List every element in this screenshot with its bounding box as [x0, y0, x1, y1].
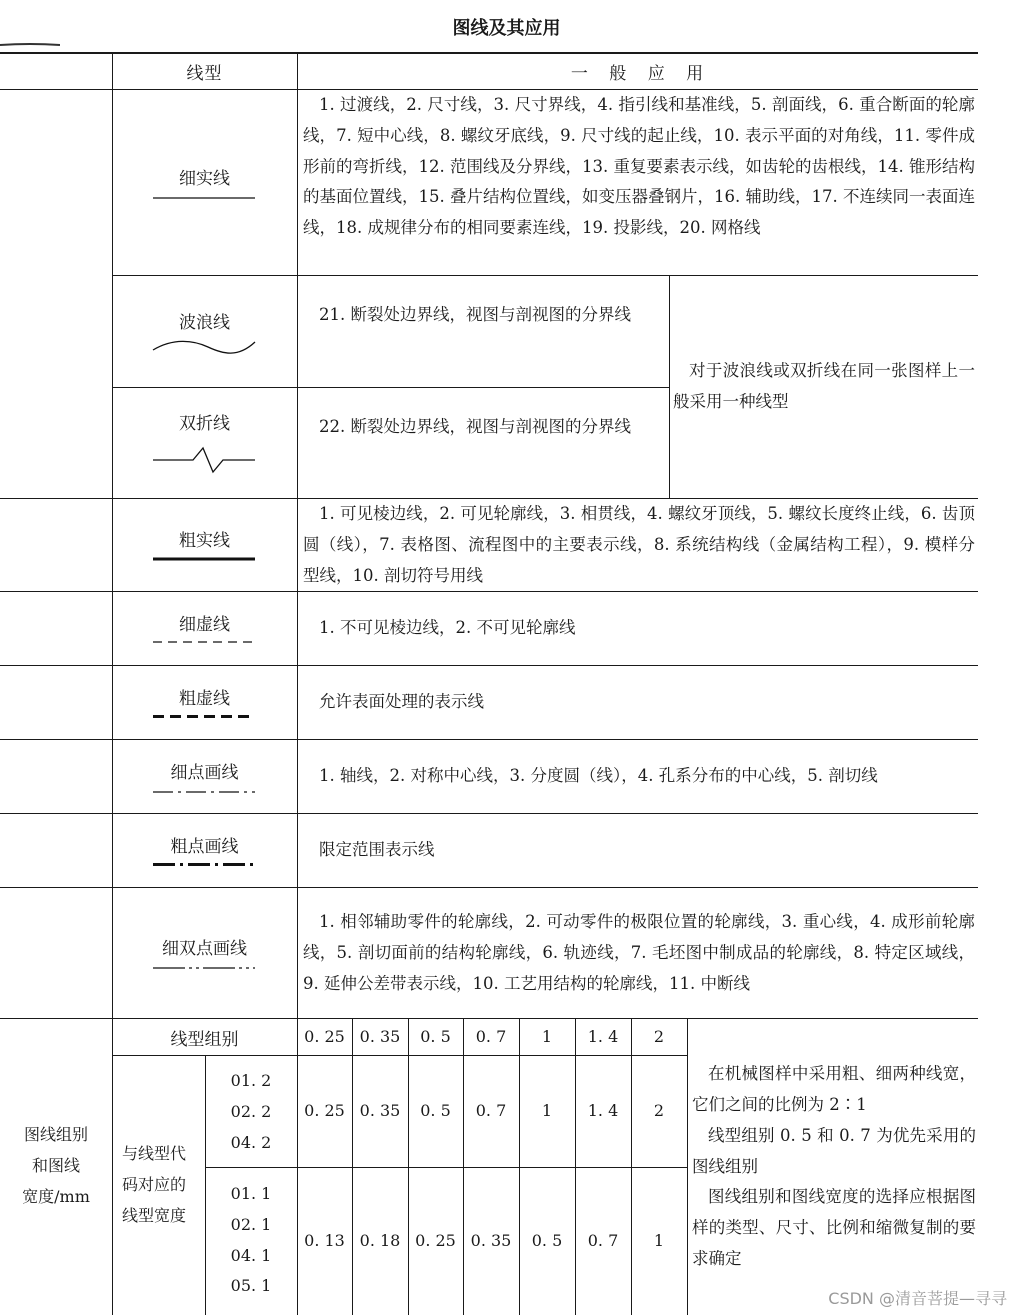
group-cell: 1. 4 [587, 1027, 619, 1046]
wavy-line-sample [153, 338, 255, 358]
line-group-header: 线型组别 [170, 1029, 239, 1050]
width-note-preferred: 线型组别 0. 5 和 0. 7 为优先采用的图线组别 [692, 1126, 976, 1176]
line-name-zigzag: 双折线 [179, 414, 230, 434]
wavy-zigzag-note: 对于波浪线或双折线在同一张图样上一般采用一种线型 [673, 361, 975, 411]
thin-dot-dash-line-sample [153, 790, 255, 794]
scan-mark [0, 43, 60, 47]
thin-dot-dash-usage: 1. 轴线，2. 对称中心线，3. 分度圆（线），4. 孔系分布的中心线，5. 剖切线 [319, 766, 878, 785]
thin-solid-usage: 1. 过渡线，2. 尺寸线，3. 尺寸界线，4. 指引线和基准线，5. 剖面线，6. 重合断面的轮廓线，7. 短中心线，8. 螺纹牙底线，9. 尺寸线的起止线，10. 表示平面的对角线，11. 零件成形前的弯折线，12. 范围线及分界线，13. 重复要素表示线，如齿轮的齿根线，14. 锥形结构的基面位置线，15. 叠片结构位置线，如变压器叠钢片，16. 辅助线，17. 不连续同一表面连线，18. 成规律分布的相同要素连线，19. 投影线，20. 网格线 [303, 95, 975, 238]
thick-solid-usage: 1. 可见棱边线，2. 可见轮廓线，3. 相贯线，4. 螺纹牙顶线，5. 螺纹长度终止线，6. 齿顶圆（线），7. 表格图、流程图中的主要表示线，8. 系统结构线（金属结构工程），9. 模样分型线，10. 剖切符号用线 [303, 504, 975, 585]
group-label: 图线组别 和图线 宽度/mm [22, 1125, 90, 1206]
group-cell: 0. 35 [359, 1027, 401, 1046]
thin-width-cell: 1 [653, 1231, 665, 1250]
line-name-thick-dot-dash: 粗点画线 [170, 837, 239, 857]
zigzag-usage: 22. 断裂处边界线，视图与剖视图的分界线 [319, 417, 631, 436]
thin-codes: 01. 1 02. 1 04. 1 05. 1 [230, 1184, 272, 1296]
thin-width-cell: 0. 13 [304, 1231, 345, 1250]
watermark: CSDN @清音菩提—寻寻 [828, 1289, 1007, 1308]
thin-width-cell: 0. 5 [531, 1231, 563, 1250]
thin-dashed-line-sample [153, 640, 255, 644]
header-general-use: 一 般 应 用 [570, 63, 705, 84]
thick-width-cell: 0. 5 [420, 1101, 451, 1120]
header-line-type: 线型 [186, 63, 223, 84]
page-title: 图线及其应用 [452, 18, 561, 39]
line-name-thick-dashed: 粗虚线 [179, 689, 230, 709]
thick-dashed-line-sample [153, 714, 255, 719]
width-note-ratio: 在机械图样中采用粗、细两种线宽，它们之间的比例为 2∶1 [692, 1064, 976, 1114]
thick-codes: 01. 2 02. 2 04. 2 [230, 1071, 272, 1152]
line-name-wavy: 波浪线 [179, 313, 230, 333]
group-cell: 1 [541, 1027, 553, 1046]
group-cell: 0. 7 [475, 1027, 507, 1046]
thick-solid-line-sample [153, 557, 255, 561]
group-cell: 0. 25 [304, 1027, 345, 1046]
line-name-thin-double-dot: 细双点画线 [162, 939, 247, 959]
zigzag-line-sample [153, 444, 255, 476]
width-note-selection: 图线组别和图线宽度的选择应根据图样的类型、尺寸、比例和缩微复制的要求确定 [692, 1187, 976, 1268]
thick-dot-dash-line-sample [153, 862, 255, 867]
thick-width-cell: 0. 7 [475, 1101, 507, 1120]
line-name-thin-solid: 细实线 [179, 169, 230, 189]
thin-solid-line-sample [153, 196, 255, 200]
thick-dashed-usage: 允许表面处理的表示线 [319, 692, 484, 711]
wavy-usage: 21. 断裂处边界线，视图与剖视图的分界线 [319, 305, 631, 324]
group-cell: 0. 5 [420, 1027, 451, 1046]
thin-width-cell: 0. 7 [587, 1231, 619, 1250]
line-name-thick-solid: 粗实线 [179, 531, 230, 551]
thick-width-cell: 1 [541, 1101, 553, 1120]
line-name-thin-dashed: 细虚线 [179, 615, 230, 635]
thin-width-cell: 0. 25 [415, 1231, 456, 1250]
thin-double-dot-usage: 1. 相邻辅助零件的轮廓线，2. 可动零件的极限位置的轮廓线，3. 重心线，4. 成形前轮廓线，5. 剖切面前的结构轮廓线，6. 轨迹线，7. 毛坯图中制成品的轮廓线，8. 特定区域线，9. 延伸公差带表示线，10. 工艺用结构的轮廓线，11. 中断线 [303, 912, 975, 993]
line-name-thin-dot-dash: 细点画线 [170, 763, 239, 783]
group-cell: 2 [653, 1027, 665, 1046]
thick-width-cell: 0. 35 [359, 1101, 401, 1120]
thick-width-cell: 1. 4 [587, 1101, 619, 1120]
thick-width-cell: 0. 25 [304, 1101, 345, 1120]
thin-double-dot-line-sample [153, 966, 255, 970]
thin-dashed-usage: 1. 不可见棱边线，2. 不可见轮廓线 [319, 618, 576, 637]
thin-width-cell: 0. 18 [359, 1231, 401, 1250]
thin-width-cell: 0. 35 [470, 1231, 512, 1250]
code-width-label: 与线型代 码对应的 线型宽度 [122, 1144, 187, 1225]
thick-dot-dash-usage: 限定范围表示线 [319, 840, 435, 859]
thick-width-cell: 2 [653, 1101, 665, 1120]
